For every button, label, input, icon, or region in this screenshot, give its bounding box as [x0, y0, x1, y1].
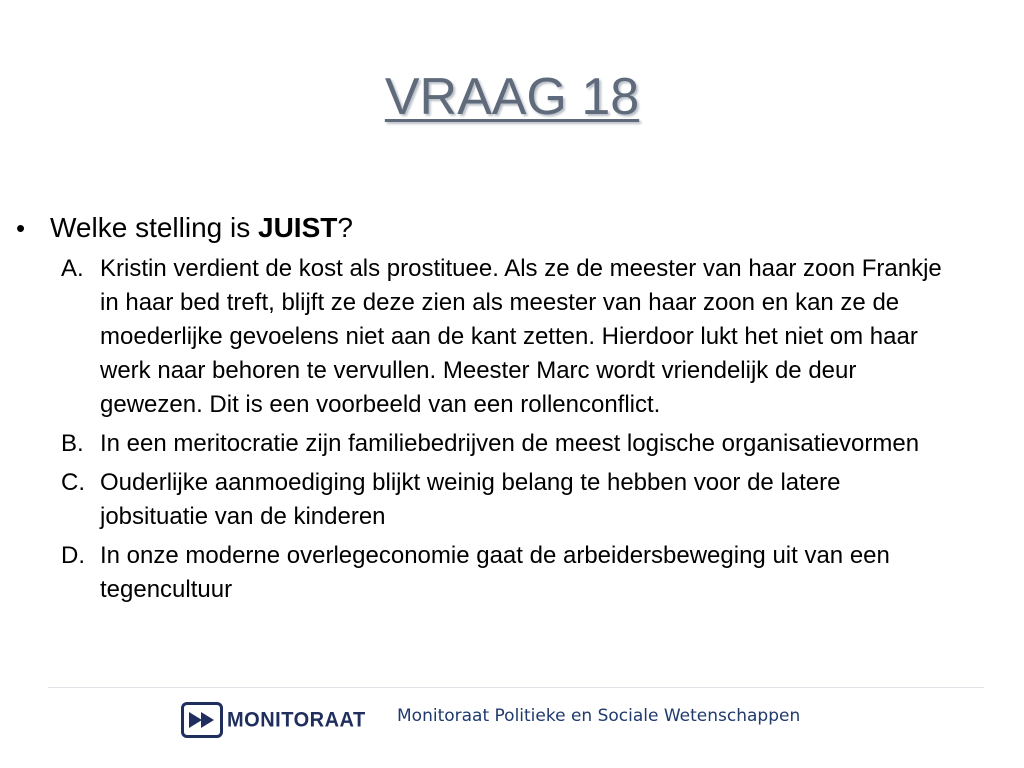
- question: [16, 210, 946, 246]
- option-d: [61, 539, 946, 607]
- question-text: [50, 210, 353, 246]
- bullet-icon: •: [16, 213, 26, 243]
- option-a: [61, 252, 946, 422]
- question-prefix: Welke stelling is: [50, 212, 259, 243]
- footer-divider: [48, 687, 984, 688]
- option-letter: D.: [61, 542, 85, 569]
- question-emphasis: JUIST: [258, 212, 338, 243]
- footer-text: Monitoraat Politieke en Sociale Wetenschappen: [397, 706, 801, 726]
- option-text: Kristin verdient de kost als prostituee. Als ze de meester van haar zoon Frankje in haar bed treft, blijft ze deze zien als meester van haar zoon en kan ze de moederlijke gevoelens niet aan de kant zetten. Hierdoor lukt het niet om haar werk naar behoren te vervullen. Meester Marc wordt vriendelijk de deur gewezen. Dit is een voorbeeld van een rollenconflict.: [100, 255, 942, 418]
- option-text: In onze moderne overlegeconomie gaat de arbeidersbeweging uit van een tegencultuur: [100, 542, 890, 603]
- slide-title: VRAAG 18: [384, 68, 640, 126]
- question-suffix: ?: [337, 212, 353, 243]
- slide-content: [16, 210, 946, 612]
- option-letter: B.: [61, 430, 84, 457]
- logo-text: MONITORAAT: [227, 707, 366, 732]
- monitoraat-logo: [181, 701, 366, 739]
- option-b: [61, 427, 946, 461]
- answer-options: [61, 252, 946, 607]
- option-text: Ouderlijke aanmoediging blijkt weinig belang te hebben voor de latere jobsituatie van de kinderen: [100, 469, 841, 530]
- option-letter: C.: [61, 469, 85, 496]
- option-c: [61, 466, 946, 534]
- fast-forward-icon: [181, 702, 223, 738]
- option-text: In een meritocratie zijn familiebedrijven de meest logische organisatievormen: [100, 430, 920, 457]
- option-letter: A.: [61, 255, 84, 282]
